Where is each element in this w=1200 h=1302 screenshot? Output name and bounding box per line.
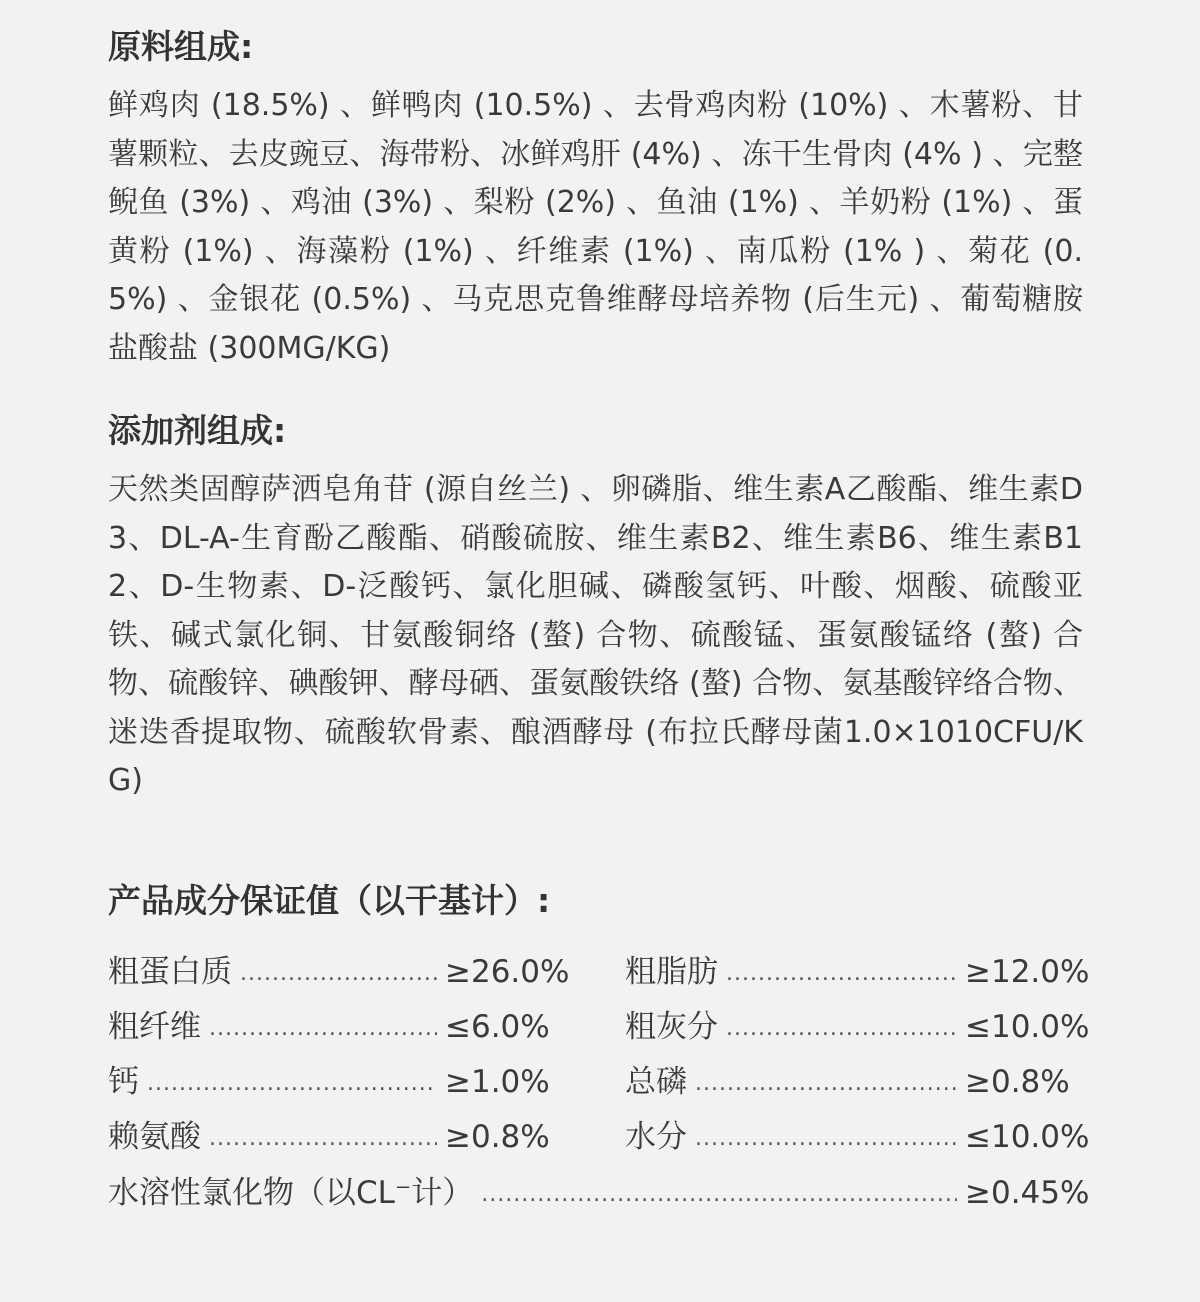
nutrient-name: 钙 <box>108 1064 139 1100</box>
dot-leader <box>726 1005 957 1049</box>
raw-materials-text: 鲜鸡肉 (18.5%) 、鲜鸭肉 (10.5%) 、去骨鸡肉粉 (10%) 、木薯粉、甘薯颗粒、去皮豌豆、海带粉、冰鲜鸡肝 (4%) 、冻干生骨肉 (4% ) 、完整鲵鱼 (3%) 、鸡油 (3%) 、梨粉 (2%) 、鱼油 (1%) 、羊奶粉 (1%) 、蛋黄粉 (1%) 、海藻粉 (1%) 、纤维素 (1%) 、南瓜粉 (1% ) 、菊花 (0.5%) 、金银花 (0.5%) 、马克思克鲁维酵母培养物 (后生元) 、葡萄糖胺盐酸盐 (300MG/KG) <box>108 88 1083 366</box>
nutrient-name: 粗纤维 <box>108 1009 201 1045</box>
nutrient-name: 赖氨酸 <box>108 1119 201 1155</box>
nutrient-value: ≥0.8% <box>445 1119 550 1155</box>
dot-leader <box>240 950 437 994</box>
nutrient-row <box>625 1007 1090 1047</box>
nutrient-name: 粗脂肪 <box>625 954 718 990</box>
nutrient-row <box>108 1007 563 1047</box>
nutrient-row <box>625 952 1090 992</box>
nutrient-name: 水溶性氯化物（以CL⁻计） <box>108 1175 474 1211</box>
dot-leader <box>209 1005 437 1049</box>
additives-text: 天然类固醇萨洒皂角苷 (源自丝兰) 、卵磷脂、维生素A乙酸酯、维生素D3、DL-A-生育酚乙酸酯、硝酸硫胺、维生素B2、维生素B6、维生素B12、D-生物素、D-泛酸钙、氯化胆碱、磷酸氢钙、叶酸、烟酸、硫酸亚铁、碱式氯化铜、甘氨酸铜络 (螯) 合物、硫酸锰、蛋氨酸锰络 (螯) 合物、硫酸锌、碘酸钾、酵母硒、蛋氨酸铁络 (螯) 合物、氨基酸锌络合物、迷迭香提取物、硫酸软骨素、酿酒酵母 (布拉氏酵母菌1.0×1010CFU/KG) <box>108 472 1083 798</box>
dot-leader <box>726 950 957 994</box>
guaranteed-analysis-title: 产品成分保证值（以干基计）: <box>108 881 551 920</box>
dot-leader <box>481 1171 957 1215</box>
nutrient-row <box>108 952 570 992</box>
nutrient-value: ≤10.0% <box>965 1119 1090 1155</box>
dot-leader <box>695 1060 957 1104</box>
nutrient-row <box>108 1062 563 1102</box>
nutrient-value: ≤10.0% <box>965 1009 1090 1045</box>
nutrient-value: ≥1.0% <box>445 1064 550 1100</box>
nutrient-value: ≥12.0% <box>965 954 1090 990</box>
nutrient-row <box>625 1062 1083 1102</box>
raw-materials-title: 原料组成: <box>108 27 254 66</box>
nutrient-value: ≤6.0% <box>445 1009 550 1045</box>
nutrient-name: 水分 <box>625 1119 687 1155</box>
nutrient-value: ≥0.8% <box>965 1064 1070 1100</box>
nutrient-name: 总磷 <box>625 1064 687 1100</box>
dot-leader <box>695 1115 957 1159</box>
additives-title: 添加剂组成: <box>108 411 287 450</box>
nutrient-name: 粗蛋白质 <box>108 954 232 990</box>
nutrient-row-chloride <box>108 1173 1090 1213</box>
nutrient-row <box>108 1117 563 1157</box>
nutrient-value: ≥26.0% <box>445 954 570 990</box>
nutrient-value: ≥0.45% <box>965 1175 1090 1211</box>
dot-leader <box>147 1060 437 1104</box>
dot-leader <box>209 1115 437 1159</box>
nutrient-name: 粗灰分 <box>625 1009 718 1045</box>
nutrient-row <box>625 1117 1090 1157</box>
